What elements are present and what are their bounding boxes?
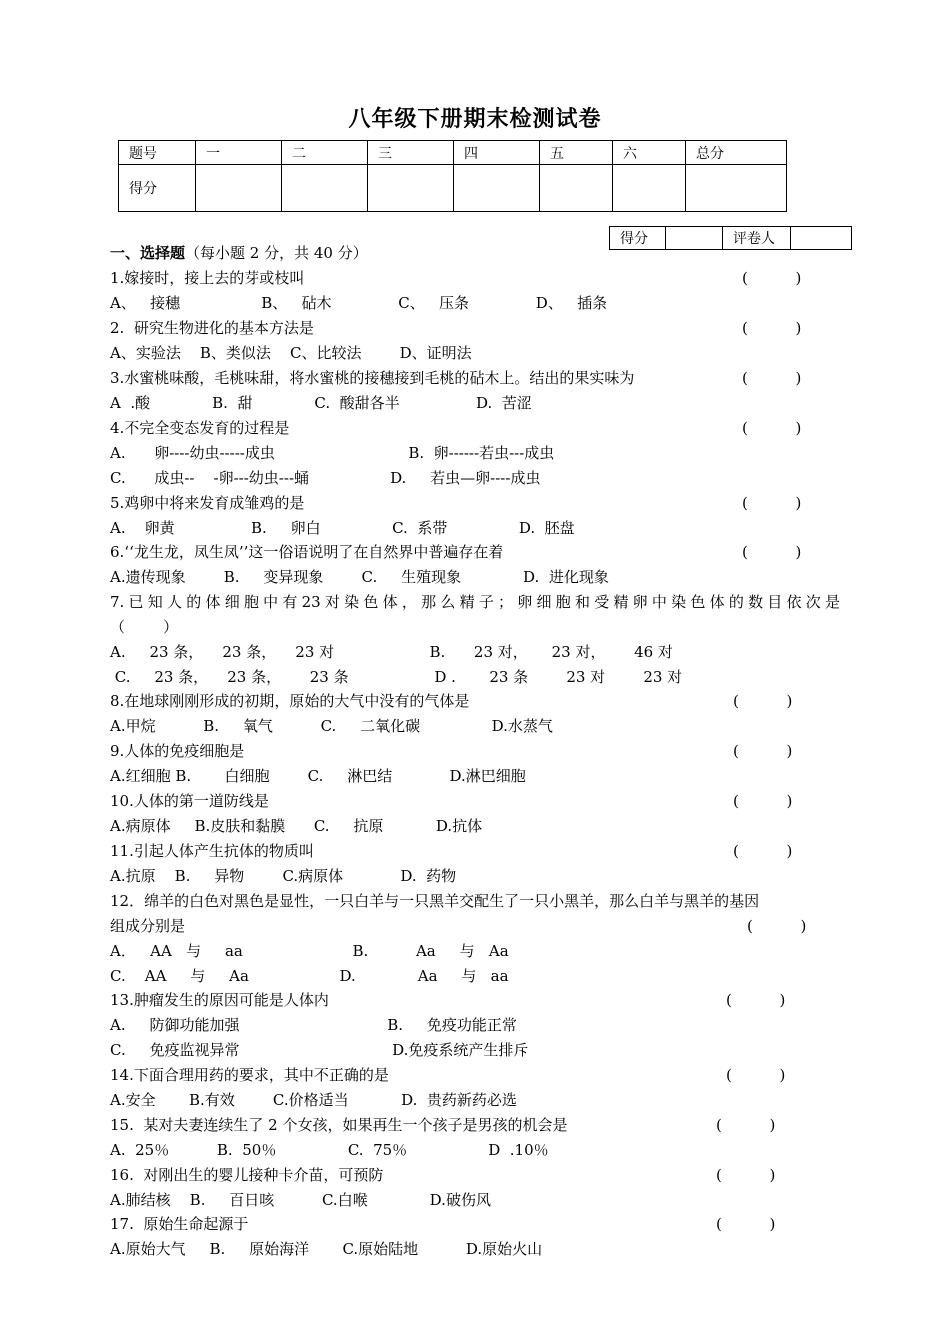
question-16-options: A.肺结核 B. 百日咳 C.白喉 D.破伤风 [110,1191,491,1209]
answer-blank[interactable]: ( ) [716,1116,776,1134]
answer-blank[interactable]: ( ) [747,917,807,935]
question-13-options-1: A. 防御功能加强 B. 免疫功能正常 [110,1016,517,1034]
question-12-continued: 组成分别是 [110,917,186,935]
question-11-options: A.抗原 B. 异物 C.病原体 D. 药物 [110,867,457,885]
question-8: 8.在地球刚刚形成的初期，原始的大气中没有的气体是 [110,692,470,710]
score-cell[interactable] [613,165,686,212]
question-15-options: A. 25％ B. 50％ C. 75％ D .10％ [110,1141,549,1159]
question-14: 14.下面合理用药的要求，其中不正确的是 [110,1066,389,1084]
answer-blank[interactable]: ( ) [742,369,802,387]
grader-score-cell[interactable] [666,227,723,250]
question-4-options-2: C. 成虫-- -卵---幼虫---蛹 D. 若虫—卵----成虫 [110,469,541,487]
answer-blank[interactable]: ( ) [742,543,802,561]
question-2: 2. 研究生物进化的基本方法是 [110,319,314,337]
score-cell[interactable] [368,165,454,212]
section-title: 一、选择题 [110,244,186,262]
question-17: 17. 原始生命起源于 [110,1215,249,1233]
question-14-options: A.安全 B.有效 C.价格适当 D. 贵药新药必选 [110,1091,517,1109]
score-table-header: 二 [282,141,368,165]
score-cell[interactable] [196,165,282,212]
score-table-score-row [119,165,787,212]
question-5-options: A. 卵黄 B. 卵白 C. 系带 D. 胚盘 [110,519,575,537]
score-table [118,140,787,212]
answer-blank[interactable]: ( ) [742,494,802,512]
question-13-options-2: C. 免疫监视异常 D.免疫系统产生排斥 [110,1041,529,1059]
grader-name-cell[interactable] [791,227,852,250]
answer-blank[interactable]: ( ) [742,319,802,337]
question-12: 12．绵羊的白色对黑色是显性，一只白羊与一只黑羊交配生了一只小黑羊，那么白羊与黑羊的基因 [110,892,760,910]
question-1: 1.嫁接时，接上去的芽或枝叫 [110,269,305,287]
score-table-header: 三 [368,141,454,165]
answer-blank[interactable]: ( ) [726,1066,786,1084]
question-13: 13.肿瘤发生的原因可能是人体内 [110,991,329,1009]
question-5: 5.鸡卵中将来发育成雏鸡的是 [110,494,305,512]
question-8-options: A.甲烷 B. 氧气 C. 二氧化碳 D.水蒸气 [110,717,553,735]
question-9: 9.人体的免疫细胞是 [110,742,245,760]
question-15: 15. 某对夫妻连续生了 2 个女孩，如果再生一个孩子是男孩的机会是 [110,1116,568,1134]
question-4: 4.不完全变态发育的过程是 [110,419,290,437]
question-12-options-1: A． AA 与 aa B. Aa 与 Aa [110,942,509,960]
question-3-options: A .酸 B. 甜 C. 酸甜各半 D. 苦涩 [110,394,532,412]
question-10-options: A.病原体 B.皮肤和黏膜 C. 抗原 D.抗体 [110,817,483,835]
question-16: 16. 对刚出生的婴儿接种卡介苗，可预防 [110,1166,384,1184]
score-table-header: 四 [454,141,540,165]
score-table-header: 一 [196,141,282,165]
answer-blank[interactable]: ( ) [726,991,786,1009]
answer-blank[interactable]: ( ) [733,742,793,760]
score-cell[interactable] [540,165,613,212]
question-9-options: A.红细胞 B. 白细胞 C. 淋巴结 D.淋巴细胞 [110,767,526,785]
question-3: 3.水蜜桃味酸，毛桃味甜，将水蜜桃的接穗接到毛桃的砧木上。结出的果实味为 [110,369,635,387]
score-cell[interactable] [282,165,368,212]
answer-blank[interactable]: ( ) [733,792,793,810]
grader-box [609,226,852,250]
score-table-header: 六 [613,141,686,165]
answer-blank[interactable]: ( ) [742,419,802,437]
score-table-header: 题号 [119,141,196,165]
answer-blank[interactable]: ( ) [733,692,793,710]
question-6: 6.‘‘龙生龙，凤生凤’’这一俗语说明了在自然界中普遍存在着 [110,543,504,561]
question-6-options: A.遗传现象 B. 变异现象 C. 生殖现象 D. 进化现象 [110,568,609,586]
question-10: 10.人体的第一道防线是 [110,792,269,810]
score-cell[interactable] [686,165,787,212]
question-11: 11.引起人体产生抗体的物质叫 [110,842,314,860]
question-12-options-2: C. AA 与 Aa D. Aa 与 aa [110,967,509,985]
question-1-options: A、 接穗 B、 砧木 C、 压条 D、 插条 [110,294,608,312]
page-title: 八年级下册期末检测试卷 [348,107,602,132]
answer-blank[interactable]: ( ) [716,1215,776,1233]
answer-blank[interactable]: （ ） [110,618,179,636]
question-17-options: A.原始大气 B. 原始海洋 C.原始陆地 D.原始火山 [110,1240,543,1258]
score-table-header: 五 [540,141,613,165]
section-heading [110,243,368,263]
score-table-header-row [119,141,787,165]
score-row-label: 得分 [119,165,196,212]
answer-blank[interactable]: ( ) [733,842,793,860]
question-7: 7.已知人的体细胞中有23对染色体，那么精子；卵细胞和受精卵中染色体的数目依次是 [110,593,840,611]
section-note: （每小题 2 分，共 40 分） [185,244,368,262]
grader-label: 评卷人 [723,227,791,250]
answer-blank[interactable]: ( ) [742,269,802,287]
grader-score-label: 得分 [610,227,666,250]
question-7-options-2: C. 23 条， 23 条， 23 条 D . 23 条 23 对 23 对 [110,668,683,686]
score-table-header: 总分 [686,141,787,165]
question-7-options-1: A. 23 条， 23 条， 23 对 B. 23 对， 23 对， 46 对 [110,643,673,661]
answer-blank[interactable]: ( ) [716,1166,776,1184]
question-4-options-1: A. 卵----幼虫-----成虫 B. 卵------若虫---成虫 [110,444,555,462]
score-cell[interactable] [454,165,540,212]
question-2-options: A、实验法 B、类似法 C、比较法 D、证明法 [110,344,472,362]
